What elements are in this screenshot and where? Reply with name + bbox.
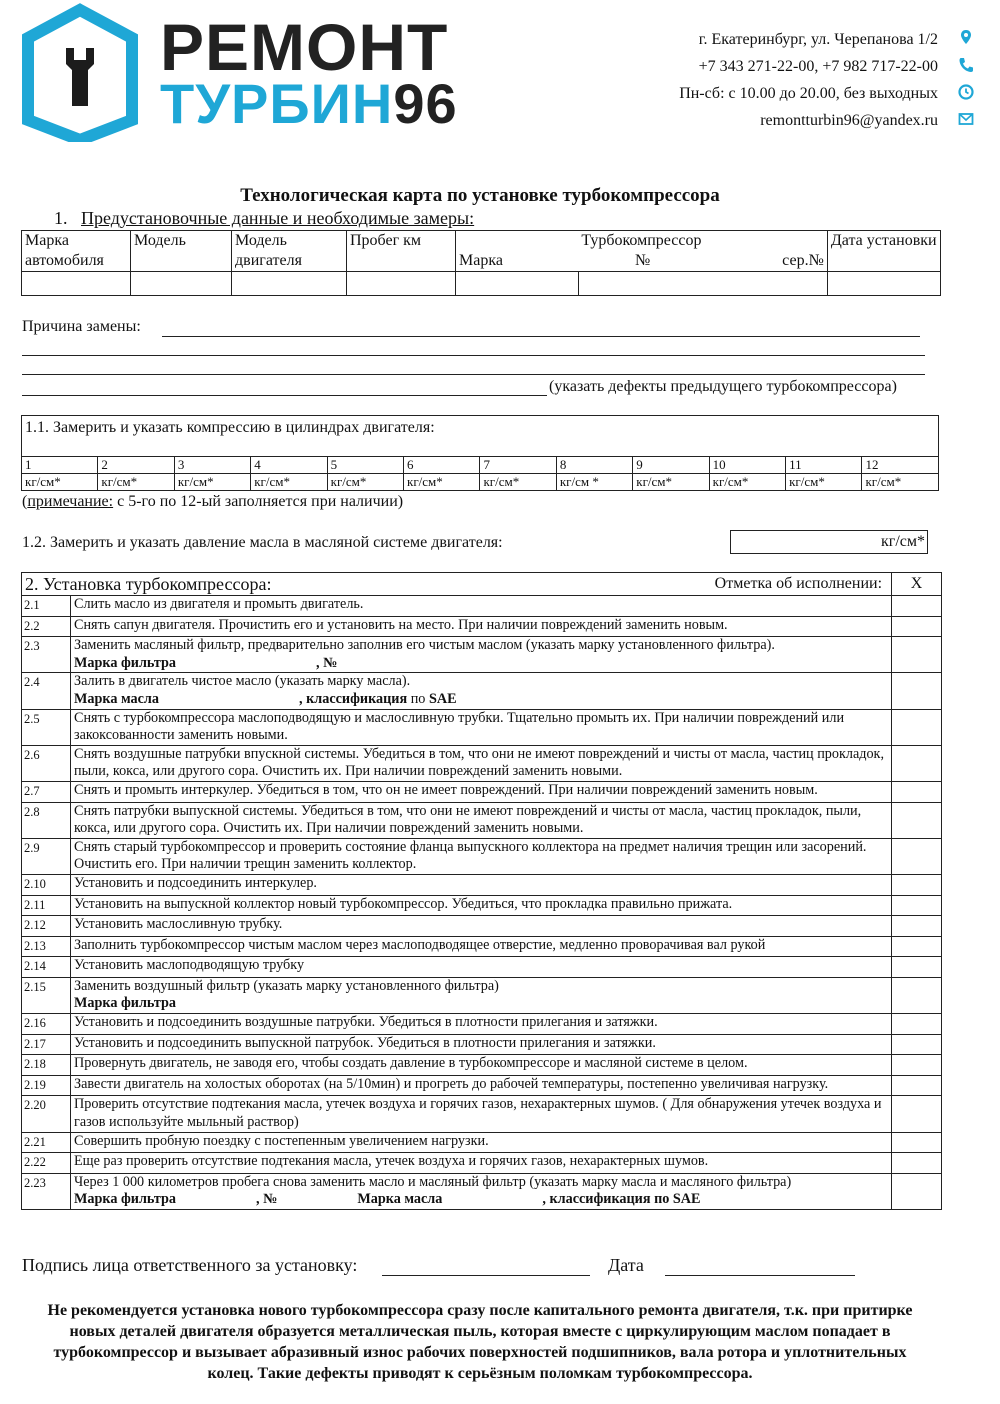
compression-table — [21, 415, 939, 491]
step-fill-line[interactable] — [74, 995, 888, 1013]
signature-row — [22, 1255, 357, 1276]
logo-house-icon — [20, 2, 140, 142]
step-description — [71, 1014, 892, 1035]
step-completion-cell[interactable] — [892, 596, 942, 617]
contact-phones — [679, 53, 938, 80]
logo-text-number: 96 — [393, 72, 458, 135]
step-description — [71, 895, 892, 916]
step-fill-label: , классификация по SAE — [542, 1191, 701, 1208]
reason-label: Причина замены: — [22, 318, 141, 335]
step-number: 2.3 — [22, 637, 71, 673]
step-number: 2.9 — [22, 838, 71, 874]
step-description — [71, 916, 892, 937]
step-number: 2.19 — [22, 1075, 71, 1096]
cylinder-number: 6 — [404, 457, 480, 474]
cylinder-compression-field[interactable]: кг/см* — [786, 474, 862, 491]
turbo-brand-label: Марка — [459, 252, 503, 269]
address-text: г. Екатеринбург, ул. Черепанова 1/2 — [698, 31, 938, 48]
step-text: Установить и подсоединить воздушные патрубки. Убедиться в плотности прилегания и затяжки. — [74, 1014, 658, 1031]
step-number: 2.14 — [22, 957, 71, 978]
step-completion-cell[interactable] — [892, 838, 942, 874]
step-row — [22, 596, 942, 617]
step-text: Снять патрубки выпускной системы. Убедиться в том, что они не имеют повреждений и чисты от масла, частиц прокладок, пыли, кокса, или другого сора. Очистить их. При наличии повреждений заменить новыми. — [74, 802, 862, 837]
cylinder-compression-field[interactable]: кг/см * — [556, 474, 632, 491]
date-line[interactable] — [665, 1275, 855, 1276]
date-row — [608, 1255, 644, 1276]
step-number: 2.21 — [22, 1132, 71, 1153]
step-description — [71, 637, 892, 673]
step-number: 2.23 — [22, 1173, 71, 1209]
cylinder-unit-row — [22, 474, 939, 491]
step-completion-cell[interactable] — [892, 874, 942, 895]
compression-note: (примечание: с 5-го по 12-ый заполняется при наличии) — [22, 493, 404, 510]
cylinder-compression-field[interactable]: кг/см* — [327, 474, 403, 491]
vehicle-data-table — [21, 230, 941, 296]
reason-line-2[interactable] — [22, 355, 925, 356]
phone-icon — [956, 55, 976, 75]
step-number: 2.5 — [22, 709, 71, 745]
model-field[interactable] — [131, 272, 232, 296]
step-row — [22, 957, 942, 978]
mileage-field[interactable] — [347, 272, 456, 296]
step-text: Снять с турбокомпрессора маслоподводящую и маслосливную трубки. Тщательно промыть их. При наличии повреждений или закоксованности заменить новыми. — [74, 709, 845, 744]
section2-heading: 2. Установка турбокомпрессора: — [25, 574, 272, 594]
step-row — [22, 936, 942, 957]
step-completion-cell[interactable] — [892, 616, 942, 637]
contact-hours — [679, 80, 938, 107]
step-text: Заменить масляный фильтр, предварительно заполнив его чистым маслом (указать марку установленного фильтра). — [74, 637, 775, 654]
step-row — [22, 1075, 942, 1096]
step-completion-cell[interactable] — [892, 957, 942, 978]
turbo-header: Турбокомпрессор — [581, 232, 702, 249]
cylinder-compression-field[interactable]: кг/см* — [98, 474, 174, 491]
step-fill-label: Марка фильтра — [74, 995, 177, 1012]
step-text: Через 1 000 километров пробега снова заменить масло и масляный фильтр (указать марку масла и масляного фильтра) — [74, 1173, 792, 1190]
step-description — [71, 781, 892, 802]
step-completion-cell[interactable] — [892, 1055, 942, 1076]
step-row — [22, 1034, 942, 1055]
reason-line-4[interactable] — [22, 395, 547, 396]
step-row — [22, 802, 942, 838]
step-completion-cell[interactable] — [892, 936, 942, 957]
step-number: 2.18 — [22, 1055, 71, 1076]
step-row — [22, 1173, 942, 1209]
step-fill-label: Марка масла — [74, 690, 159, 707]
step-text: Установить и подсоединить интеркулер. — [74, 874, 317, 891]
step-fill-label: Марка фильтра — [74, 654, 177, 671]
cylinder-number: 9 — [633, 457, 709, 474]
col-mileage: Пробег км — [347, 231, 456, 272]
step-fill-label: Марка масла — [357, 1191, 443, 1208]
step-text: Установить и подсоединить выпускной патрубок. Убедиться в плотности прилегания и затяжки. — [74, 1034, 656, 1051]
step-number: 2.12 — [22, 916, 71, 937]
completion-mark-symbol: X — [892, 573, 942, 596]
completion-mark-label: Отметка об исполнении: — [714, 575, 883, 592]
steps-body — [22, 596, 942, 1210]
cylinder-number: 12 — [862, 457, 939, 474]
col-turbo — [456, 231, 828, 272]
step-description — [71, 1075, 892, 1096]
step-text: Проверить отсутствие подтекания масла, утечек воздуха и горячих газов, нехарактерных шумов. ( Для обнаружения утечек воздуха и газов используйте мыльный раствор) — [74, 1096, 882, 1131]
step-completion-cell[interactable] — [892, 1173, 942, 1209]
section1-heading — [54, 208, 474, 229]
step-text: Установить маслосливную трубку. — [74, 916, 283, 933]
step-description — [71, 1055, 892, 1076]
cylinder-compression-field[interactable]: кг/см* — [480, 474, 556, 491]
step-description — [71, 673, 892, 709]
step-text: Установить на выпускной коллектор новый турбокомпрессор. Убедиться, что прокладка правильно прижата. — [74, 895, 733, 912]
logo-text-line2 — [160, 72, 458, 135]
step-number: 2.8 — [22, 802, 71, 838]
clock-icon — [956, 82, 976, 102]
step-fill-label: , классификация — [299, 690, 408, 707]
email-text: remontturbin96@yandex.ru — [760, 112, 938, 129]
document-title: Технологическая карта по установке турбокомпрессора — [240, 185, 720, 206]
hours-text: Пн-сб: с 10.00 до 20.00, без выходных — [679, 85, 938, 102]
step-number: 2.15 — [22, 977, 71, 1013]
signature-label: Подпись лица ответственного за установку: — [22, 1255, 358, 1275]
step-text: Снять воздушные патрубки впускной системы. Убедиться в том, что они не имеют повреждений и чисты от масла, частиц прокладок, пыли, кокса, или другого сора. Очистить их. При наличии повреждений заменить новыми. — [74, 745, 884, 780]
section1-number: 1. — [54, 208, 68, 228]
contact-email — [679, 107, 938, 134]
step-row — [22, 1014, 942, 1035]
compression-note-text: с 5-го по 12-ый заполняется при наличии) — [113, 493, 404, 510]
logo-text-line1: РЕМОНТ — [160, 10, 449, 84]
step-row — [22, 1096, 942, 1132]
location-pin-icon — [956, 28, 976, 48]
signature-line[interactable] — [382, 1275, 590, 1276]
cylinder-compression-field[interactable]: кг/см* — [862, 474, 939, 491]
step-row — [22, 874, 942, 895]
step-description — [71, 1096, 892, 1132]
step-fill-line[interactable] — [74, 655, 888, 673]
step-number: 2.22 — [22, 1153, 71, 1174]
oil-pressure-unit: кг/см* — [880, 533, 925, 550]
step-text: Снять старый турбокомпрессор и проверить состояние фланца выпускного коллектора на предмет наличия трещин или засорений. Очистить его. При наличии трещин заменить коллектор. — [74, 838, 867, 873]
step-description — [71, 1034, 892, 1055]
step-completion-cell[interactable] — [892, 673, 942, 709]
step-completion-cell[interactable] — [892, 1014, 942, 1035]
step-row — [22, 895, 942, 916]
step-completion-cell[interactable] — [892, 781, 942, 802]
install-date-field[interactable] — [827, 272, 940, 296]
step-row — [22, 1132, 942, 1153]
step-row — [22, 1153, 942, 1174]
cylinder-number: 10 — [709, 457, 785, 474]
step-completion-cell[interactable] — [892, 977, 942, 1013]
cylinder-number: 5 — [327, 457, 403, 474]
step-text: Слить масло из двигателя и промыть двигатель. — [74, 596, 364, 612]
col-install-date: Дата установки — [827, 231, 940, 272]
step-description — [71, 1132, 892, 1153]
step-completion-cell[interactable] — [892, 895, 942, 916]
cylinder-number: 7 — [480, 457, 556, 474]
step-text: Заменить воздушный фильтр (указать марку установленного фильтра) — [74, 977, 499, 994]
step-number: 2.7 — [22, 781, 71, 802]
step-row — [22, 838, 942, 874]
cylinder-number-row — [22, 457, 939, 474]
step-description — [71, 802, 892, 838]
step-description — [71, 977, 892, 1013]
turbo-number-label: № — [634, 252, 651, 269]
step-text: Снять и промыть интеркулер. Убедиться в том, что он не имеет повреждений. При наличии повреждений заменить новым. — [74, 781, 818, 798]
step-row — [22, 673, 942, 709]
cylinder-compression-field[interactable]: кг/см* — [251, 474, 327, 491]
step-completion-cell[interactable] — [892, 745, 942, 781]
step-description — [71, 1153, 892, 1174]
engine-model-field[interactable] — [232, 272, 347, 296]
cylinder-compression-field[interactable]: кг/см* — [633, 474, 709, 491]
step-completion-cell[interactable] — [892, 1096, 942, 1132]
oil-pressure-field[interactable] — [730, 530, 928, 554]
step-fill-label: Марка фильтра — [74, 1191, 177, 1208]
step-fill-label: , № — [256, 1191, 278, 1208]
installation-steps-table — [21, 572, 942, 1210]
step-row — [22, 781, 942, 802]
step-description — [71, 936, 892, 957]
col-model: Модель — [131, 231, 232, 272]
step-fill-label: по — [407, 690, 429, 707]
step-number: 2.11 — [22, 895, 71, 916]
compression-note-label: примечание: — [27, 493, 114, 510]
step-text: Залить в двигатель чистое масло (указать марку масла). — [74, 673, 411, 690]
step-text: Завести двигатель на холостых оборотах (на 5/10мин) и прогреть до рабочей температуры, постепенно увеличивая нагрузку. — [74, 1075, 829, 1092]
step-description — [71, 596, 892, 617]
step-fill-label: , № — [316, 654, 338, 671]
step-number: 2.4 — [22, 673, 71, 709]
step-number: 2.2 — [22, 616, 71, 637]
turbo-serial-label: сер.№ — [782, 252, 824, 269]
step-number: 2.17 — [22, 1034, 71, 1055]
col-car-brand: Марка автомобиля — [22, 231, 131, 272]
turbo-brand-field[interactable] — [456, 272, 579, 296]
step-number: 2.13 — [22, 936, 71, 957]
logo-text-word: ТУРБИН — [160, 72, 394, 135]
compression-caption: 1.1. Замерить и указать компрессию в цилиндрах двигателя: — [22, 416, 939, 457]
section2-header — [22, 573, 892, 596]
step-text: Еще раз проверить отсутствие подтекания масла, утечек воздуха и горячих газов, нехарактерных шумов. — [74, 1153, 709, 1170]
cylinder-number: 1 — [22, 457, 98, 474]
contact-address — [679, 26, 938, 53]
step-description — [71, 745, 892, 781]
oil-pressure-label: 1.2. Замерить и указать давление масла в масляной системе двигателя: — [22, 534, 503, 551]
step-description — [71, 1173, 892, 1209]
step-row — [22, 637, 942, 673]
step-description — [71, 709, 892, 745]
step-text: Установить маслоподводящую трубку — [74, 957, 305, 974]
cylinder-number: 11 — [786, 457, 862, 474]
step-completion-cell[interactable] — [892, 709, 942, 745]
step-description — [71, 957, 892, 978]
step-completion-cell[interactable] — [892, 1153, 942, 1174]
cylinder-number: 2 — [98, 457, 174, 474]
step-completion-cell[interactable] — [892, 637, 942, 673]
step-number: 2.10 — [22, 874, 71, 895]
step-number: 2.6 — [22, 745, 71, 781]
turbo-number-field[interactable] — [579, 272, 828, 296]
step-completion-cell[interactable] — [892, 916, 942, 937]
step-text: Провернуть двигатель, не заводя его, чтобы создать давление в турбокомпрессоре и масляной системе в целом. — [74, 1055, 748, 1072]
step-number: 2.16 — [22, 1014, 71, 1035]
cylinder-number: 3 — [174, 457, 250, 474]
step-text: Снять сапун двигателя. Прочистить его и установить на место. При наличии повреждений заменить новым. — [74, 616, 728, 633]
step-row — [22, 709, 942, 745]
step-description — [71, 616, 892, 637]
step-fill-line[interactable] — [74, 691, 888, 709]
cylinder-compression-field[interactable]: кг/см* — [404, 474, 480, 491]
step-row — [22, 977, 942, 1013]
car-brand-field[interactable] — [22, 272, 131, 296]
step-fill-line[interactable] — [74, 1191, 888, 1209]
step-number: 2.20 — [22, 1096, 71, 1132]
step-fill-label: SAE — [428, 690, 457, 707]
col-engine-model: Модель двигателя — [232, 231, 347, 272]
reason-line-1[interactable] — [162, 336, 920, 337]
cylinder-number: 4 — [251, 457, 327, 474]
step-completion-cell[interactable] — [892, 1132, 942, 1153]
cylinder-compression-field[interactable]: кг/см* — [709, 474, 785, 491]
step-row — [22, 916, 942, 937]
cylinder-number: 8 — [556, 457, 632, 474]
step-completion-cell[interactable] — [892, 802, 942, 838]
reason-line-3[interactable] — [22, 374, 925, 375]
envelope-icon — [956, 109, 976, 129]
contacts-block — [679, 26, 938, 134]
step-row — [22, 1055, 942, 1076]
warning-text: Не рекомендуется установка нового турбокомпрессора сразу после капитального ремонта двигателя, т.к. при притирке новых деталей двигателя образуется металлическая пыль, которая вместе с циркулирующим маслом попадает в турбокомпрессор и вызывает абразивный износ рабочих поверхностей подшипников, вала ротора и уплотнительных колец. Такие дефекты приводят к серьёзным поломкам турбокомпрессора. — [47, 1302, 913, 1382]
step-row — [22, 616, 942, 637]
step-completion-cell[interactable] — [892, 1034, 942, 1055]
step-text: Совершить пробную поездку с постепенным увеличением нагрузки. — [74, 1132, 489, 1149]
phones-text: +7 343 271-22-00, +7 982 717-22-00 — [698, 58, 938, 75]
step-text: Заполнить турбокомпрессор чистым маслом через маслоподводящее отверстие, медленно проворачивая вал рукой — [74, 936, 766, 953]
step-number: 2.1 — [22, 596, 71, 617]
step-completion-cell[interactable] — [892, 1075, 942, 1096]
section1-title: Предустановочные данные и необходимые замеры: — [81, 208, 475, 228]
date-label: Дата — [608, 1255, 644, 1275]
cylinder-compression-field[interactable]: кг/см* — [22, 474, 98, 491]
reason-note: (указать дефекты предыдущего турбокомпрессора) — [549, 378, 897, 395]
cylinder-compression-field[interactable]: кг/см* — [174, 474, 250, 491]
step-row — [22, 745, 942, 781]
step-description — [71, 838, 892, 874]
step-description — [71, 874, 892, 895]
